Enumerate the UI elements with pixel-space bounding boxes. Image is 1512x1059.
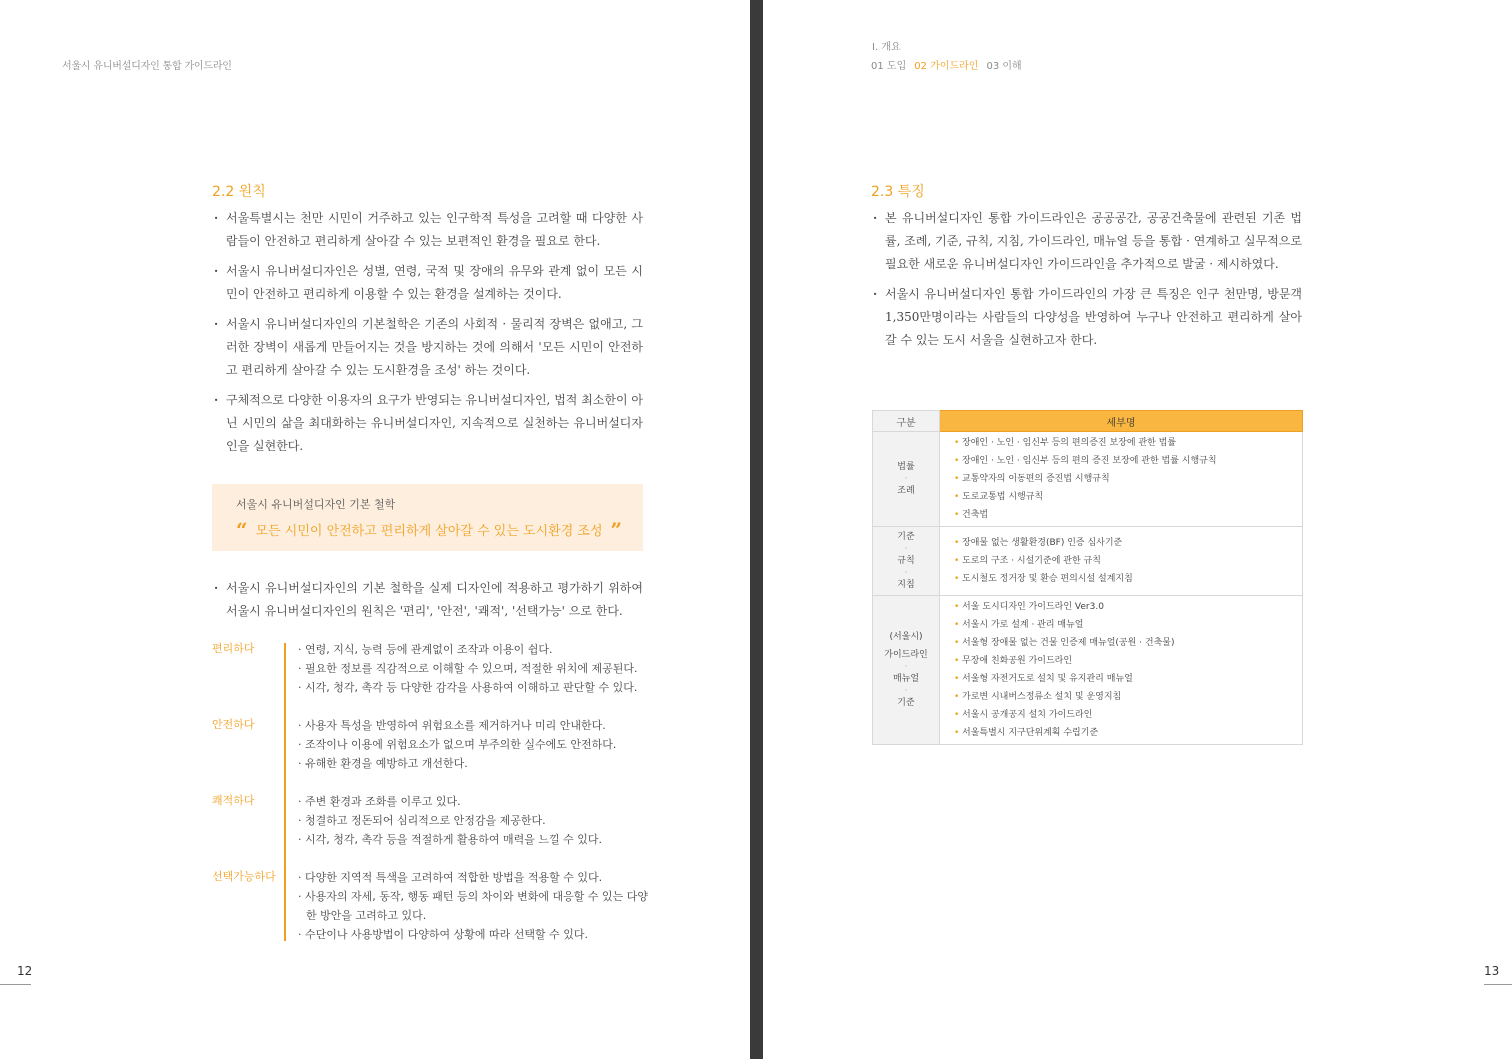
guideline-table — [872, 410, 1303, 745]
paragraph: · 서울시 유니버설디자인 통합 가이드라인의 가장 큰 특징은 인구 천만명, 방문객 1,350만명이라는 사람들의 다양성을 반영하여 누구나 안전하고 편리하게 살아갈 수 있는 도시 서울을 실현하고자 한다. — [871, 283, 1302, 352]
page-number-right: 13 — [1484, 964, 1500, 978]
chapter-label: Ⅰ. 개요 — [872, 42, 901, 53]
category-separator: · — [904, 544, 908, 554]
table-item: • 도시철도 정거장 및 환승 편의시설 설계지침 — [954, 570, 1302, 588]
table-row — [873, 432, 1303, 527]
table-category-cell — [873, 596, 940, 745]
principle-selectable — [212, 868, 652, 944]
principle-item: · 사용자 특성을 반영하여 위험요소를 제거하거나 미리 안내한다. — [298, 716, 652, 735]
category-label: 규칙 — [897, 556, 915, 566]
table-item: • 도로교통법 시행규칙 — [954, 488, 1302, 506]
breadcrumb-item-current[interactable]: 02 가이드라인 — [914, 61, 979, 72]
principle-item: · 주변 환경과 조화를 이루고 있다. — [298, 792, 652, 811]
table-item: • 교통약자의 이동편의 증진법 시행규칙 — [954, 470, 1302, 488]
category-label: 지침 — [897, 580, 915, 590]
open-quote-icon: “ — [236, 518, 248, 542]
category-separator: · — [904, 686, 908, 696]
quote-label: 서울시 유니버설디자인 기본 철학 — [236, 498, 396, 511]
principles-paragraph-list — [212, 207, 643, 465]
paragraph: · 서울시 유니버설디자인의 기본철학은 기존의 사회적 · 물리적 장벽은 없애고, 그러한 장벽이 새롭게 만들어지는 것을 방지하는 것에 의해서 '모든 시민이 안전하고 편리하게 살아갈 수 있는 도시환경을 조성' 하는 것이다. — [212, 313, 643, 382]
principle-name: 쾌적하다 — [212, 794, 255, 807]
breadcrumb — [871, 57, 1030, 72]
category-separator: · — [904, 474, 908, 484]
category-label: 법률 — [897, 462, 915, 472]
breadcrumb-item[interactable]: 03 이해 — [986, 61, 1022, 72]
principle-name: 안전하다 — [212, 718, 255, 731]
table-item: • 도로의 구조 · 시설기준에 관한 규칙 — [954, 552, 1302, 570]
principle-items — [296, 868, 652, 944]
principle-name: 선택가능하다 — [212, 870, 276, 883]
category-label: 매뉴얼 — [892, 674, 920, 684]
table-item-list — [954, 534, 1302, 588]
paragraph: · 서울특별시는 천만 시민이 거주하고 있는 인구학적 특성을 고려할 때 다양한 사람들이 안전하고 편리하게 살아갈 수 있는 보편적인 환경을 필요로 한다. — [212, 207, 643, 253]
principle-item: · 조작이나 이용에 위험요소가 없으며 부주의한 실수에도 안전하다. — [298, 735, 652, 754]
running-head: 서울시 유니버설디자인 통합 가이드라인 — [62, 61, 232, 72]
principle-items — [296, 640, 652, 697]
table-item: • 장애인 · 노인 · 임신부 등의 편의증진 보장에 관한 법률 — [954, 434, 1302, 452]
principle-items — [296, 716, 652, 773]
principle-item: · 시각, 청각, 촉각 등을 적절하게 활용하여 매력을 느낄 수 있다. — [298, 830, 652, 849]
principle-convenient — [212, 640, 652, 716]
table-header-detail: 세부명 — [940, 411, 1303, 432]
table-item: • 장애물 없는 생활환경(BF) 인증 심사기준 — [954, 534, 1302, 552]
table-item: • 무장애 친화공원 가이드라인 — [954, 652, 1302, 670]
table-items-cell — [940, 432, 1303, 527]
page-number-rule — [0, 984, 31, 985]
quote-text: 모든 시민이 안전하고 편리하게 살아갈 수 있는 도시환경 조성 — [255, 524, 603, 539]
section-title-features: 2.3 특징 — [871, 184, 925, 200]
table-item: • 서울시 공개공지 설치 가이드라인 — [954, 706, 1302, 724]
table-item: • 가로변 시내버스정류소 설치 및 운영지침 — [954, 688, 1302, 706]
principles-list — [212, 640, 652, 944]
table-category-cell — [873, 527, 940, 596]
table-item: • 장애인 · 노인 · 임신부 등의 편의 증진 보장에 관한 법률 시행규칙 — [954, 452, 1302, 470]
table-header-row — [873, 411, 1303, 432]
principle-name: 편리하다 — [212, 642, 255, 655]
paragraph: · 구체적으로 다양한 이용자의 요구가 반영되는 유니버설디자인, 법적 최소한이 아닌 시민의 삶을 최대화하는 유니버설디자인, 지속적으로 실천하는 유니버설디자인을 실현한다. — [212, 389, 643, 458]
table-item: • 서울시 가로 설계 · 관리 매뉴얼 — [954, 616, 1302, 634]
principle-item: · 청결하고 정돈되어 심리적으로 안정감을 제공한다. — [298, 811, 652, 830]
page-gutter — [750, 0, 763, 1059]
table-item: • 서울 도시디자인 가이드라인 Ver3.0 — [954, 598, 1302, 616]
category-separator: · — [904, 662, 908, 672]
principle-pleasant — [212, 792, 652, 868]
close-quote-icon: ” — [610, 518, 623, 542]
section-title-principles: 2.2 원칙 — [212, 184, 266, 200]
table-item: • 서울형 장애물 없는 건물 인증제 매뉴얼(공원 · 건축물) — [954, 634, 1302, 652]
paragraph: · 서울시 유니버설디자인의 기본 철학을 실제 디자인에 적용하고 평가하기 위하여 서울시 유니버설디자인의 원칙은 '편리', '안전', '쾌적', '선택가능' 으로 한다. — [212, 577, 643, 623]
principle-item: · 수단이나 사용방법이 다양하여 상황에 따라 선택할 수 있다. — [298, 925, 652, 944]
quote-text-line — [236, 516, 622, 540]
category-label: (서울시) — [889, 632, 923, 642]
paragraph: · 본 유니버설디자인 통합 가이드라인은 공공공간, 공공건축물에 관련된 기존 법률, 조례, 기준, 규칙, 지침, 가이드라인, 매뉴얼 등을 통합 · 연계하고 실무적으로 필요한 새로운 유니버설디자인 가이드라인을 추가적으로 발굴 · 제시하였다. — [871, 207, 1302, 276]
table-item-list — [954, 598, 1302, 742]
table-row — [873, 596, 1303, 745]
category-label: 기준 — [897, 698, 915, 708]
principle-item: · 다양한 지역적 특색을 고려하여 적합한 방법을 적용할 수 있다. — [298, 868, 652, 887]
principle-safe — [212, 716, 652, 792]
table-header-category: 구분 — [873, 411, 940, 432]
table-row — [873, 527, 1303, 596]
table-item: • 서울형 자전거도로 설치 및 유지관리 매뉴얼 — [954, 670, 1302, 688]
table-items-cell — [940, 596, 1303, 745]
category-separator: · — [904, 568, 908, 578]
principle-item: · 필요한 정보를 직감적으로 이해할 수 있으며, 적절한 위치에 제공된다. — [298, 659, 652, 678]
paragraph: · 서울시 유니버설디자인은 성별, 연령, 국적 및 장애의 유무와 관계 없이 모든 시민이 안전하고 편리하게 이용할 수 있는 환경을 설계하는 것이다. — [212, 260, 643, 306]
principle-item: · 연령, 지식, 능력 등에 관계없이 조작과 이용이 쉽다. — [298, 640, 652, 659]
features-paragraph-list — [871, 207, 1302, 359]
page-number-left: 12 — [17, 964, 33, 978]
table-item-list — [954, 434, 1302, 524]
table-item: • 서울특별시 지구단위계획 수립기준 — [954, 724, 1302, 742]
page-number-rule — [1484, 984, 1512, 985]
category-label: 기준 — [897, 532, 915, 542]
after-quote-paragraph-list — [212, 577, 643, 630]
principle-item: · 유해한 환경을 예방하고 개선한다. — [298, 754, 652, 773]
principle-items — [296, 792, 652, 849]
table-items-cell — [940, 527, 1303, 596]
category-label: 가이드라인 — [884, 650, 928, 660]
principle-item: · 시각, 청각, 촉각 등 다양한 감각을 사용하여 이해하고 판단할 수 있다. — [298, 678, 652, 697]
table-category-cell — [873, 432, 940, 527]
philosophy-quote-box — [212, 484, 643, 551]
breadcrumb-item[interactable]: 01 도입 — [871, 61, 907, 72]
table-item: • 건축법 — [954, 506, 1302, 524]
principle-item: · 사용자의 자세, 동작, 행동 패턴 등의 차이와 변화에 대응할 수 있는 다양한 방안을 고려하고 있다. — [298, 887, 652, 925]
category-label: 조례 — [897, 486, 915, 496]
